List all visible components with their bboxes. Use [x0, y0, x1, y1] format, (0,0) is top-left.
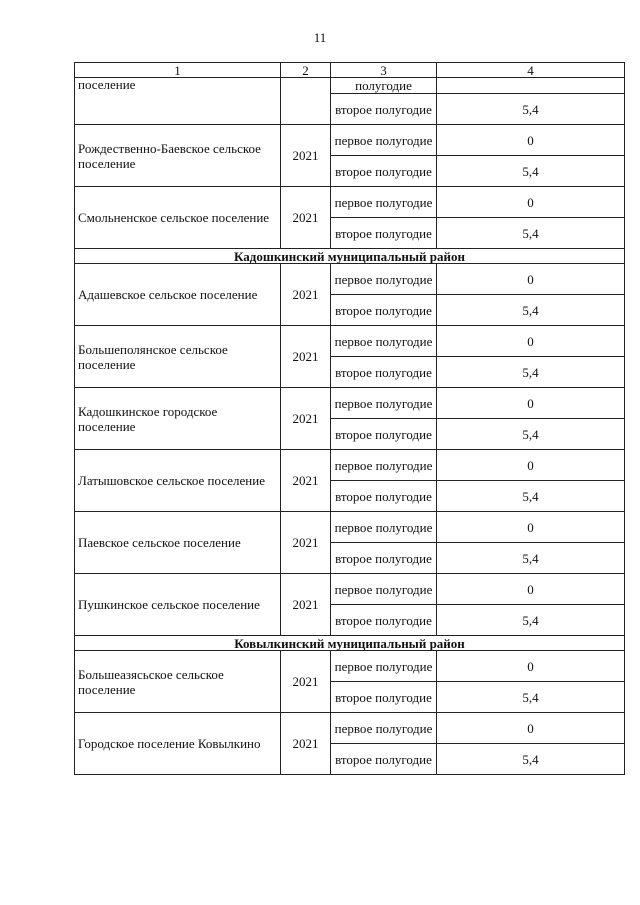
- period-cell: первое полугодие: [331, 651, 437, 682]
- district-title: Кадошкинский муниципальный район: [75, 249, 625, 264]
- value-cell: 0: [437, 450, 625, 481]
- value-cell: 5,4: [437, 94, 625, 125]
- period-cell: второе полугодие: [331, 218, 437, 249]
- year-cell: 2021: [281, 713, 331, 775]
- table-row: [75, 264, 625, 295]
- table-row: [75, 574, 625, 605]
- settlement-name: Адашевское сельское поселение: [75, 264, 281, 326]
- settlement-name: Смольненское сельское поселение: [75, 187, 281, 249]
- value-cell: 0: [437, 651, 625, 682]
- value-cell: 0: [437, 125, 625, 156]
- table-row: [75, 450, 625, 481]
- value-cell: 5,4: [437, 543, 625, 574]
- value-cell: 5,4: [437, 419, 625, 450]
- settlement-name: Латышовское сельское поселение: [75, 450, 281, 512]
- value-cell: 0: [437, 713, 625, 744]
- value-cell: 0: [437, 326, 625, 357]
- year-cell: 2021: [281, 651, 331, 713]
- period-cell: второе полугодие: [331, 682, 437, 713]
- value-cell: 0: [437, 574, 625, 605]
- district-title: Ковылкинский муниципальный район: [75, 636, 625, 651]
- year-cell: 2021: [281, 187, 331, 249]
- page-number: 11: [313, 30, 327, 45]
- header-row: [75, 63, 625, 78]
- value-cell: [437, 78, 625, 94]
- value-cell: 5,4: [437, 481, 625, 512]
- period-cell: первое полугодие: [331, 512, 437, 543]
- value-cell: 0: [437, 512, 625, 543]
- value-cell: 5,4: [437, 156, 625, 187]
- settlement-name: Городское поселение Ковылкино: [75, 713, 281, 775]
- table-row: [75, 388, 625, 419]
- value-cell: 0: [437, 264, 625, 295]
- district-row: [75, 249, 625, 264]
- table-row: [75, 512, 625, 543]
- period-cell: первое полугодие: [331, 713, 437, 744]
- period-cell: полугодие: [331, 78, 437, 94]
- value-cell: 5,4: [437, 295, 625, 326]
- year-cell: 2021: [281, 512, 331, 574]
- district-row: [75, 636, 625, 651]
- data-table: [74, 62, 625, 775]
- year-cell: 2021: [281, 450, 331, 512]
- period-cell: второе полугодие: [331, 481, 437, 512]
- year-cell: 2021: [281, 264, 331, 326]
- year-cell: 2021: [281, 326, 331, 388]
- period-cell: второе полугодие: [331, 419, 437, 450]
- settlement-name: Большеазясьское сельское поселение: [75, 651, 281, 713]
- table-row: [75, 78, 625, 94]
- year-cell: 2021: [281, 388, 331, 450]
- period-cell: второе полугодие: [331, 156, 437, 187]
- period-cell: первое полугодие: [331, 326, 437, 357]
- header-col-2: 2: [281, 63, 331, 78]
- period-cell: первое полугодие: [331, 264, 437, 295]
- period-cell: первое полугодие: [331, 125, 437, 156]
- value-cell: 5,4: [437, 744, 625, 775]
- year-cell: 2021: [281, 574, 331, 636]
- settlement-name: Кадошкинское городское поселение: [75, 388, 281, 450]
- table-row: [75, 187, 625, 218]
- settlement-name: Пушкинское сельское поселение: [75, 574, 281, 636]
- year-cell: [281, 78, 331, 125]
- header-col-4: 4: [437, 63, 625, 78]
- settlement-name: поселение: [75, 78, 281, 125]
- period-cell: первое полугодие: [331, 450, 437, 481]
- period-cell: второе полугодие: [331, 357, 437, 388]
- period-cell: первое полугодие: [331, 388, 437, 419]
- year-cell: 2021: [281, 125, 331, 187]
- value-cell: 0: [437, 187, 625, 218]
- settlement-name: Рождественно-Баевское сельское поселение: [75, 125, 281, 187]
- period-cell: второе полугодие: [331, 295, 437, 326]
- header-col-1: 1: [75, 63, 281, 78]
- header-col-3: 3: [331, 63, 437, 78]
- table-row: [75, 125, 625, 156]
- settlement-name: Большеполянское сельское поселение: [75, 326, 281, 388]
- period-cell: второе полугодие: [331, 543, 437, 574]
- value-cell: 0: [437, 388, 625, 419]
- value-cell: 5,4: [437, 605, 625, 636]
- settlement-name: Паевское сельское поселение: [75, 512, 281, 574]
- period-cell: второе полугодие: [331, 605, 437, 636]
- table-row: [75, 326, 625, 357]
- table-row: [75, 651, 625, 682]
- period-cell: первое полугодие: [331, 574, 437, 605]
- value-cell: 5,4: [437, 357, 625, 388]
- value-cell: 5,4: [437, 682, 625, 713]
- table-row: [75, 713, 625, 744]
- period-cell: второе полугодие: [331, 744, 437, 775]
- period-cell: второе полугодие: [331, 94, 437, 125]
- period-cell: первое полугодие: [331, 187, 437, 218]
- value-cell: 5,4: [437, 218, 625, 249]
